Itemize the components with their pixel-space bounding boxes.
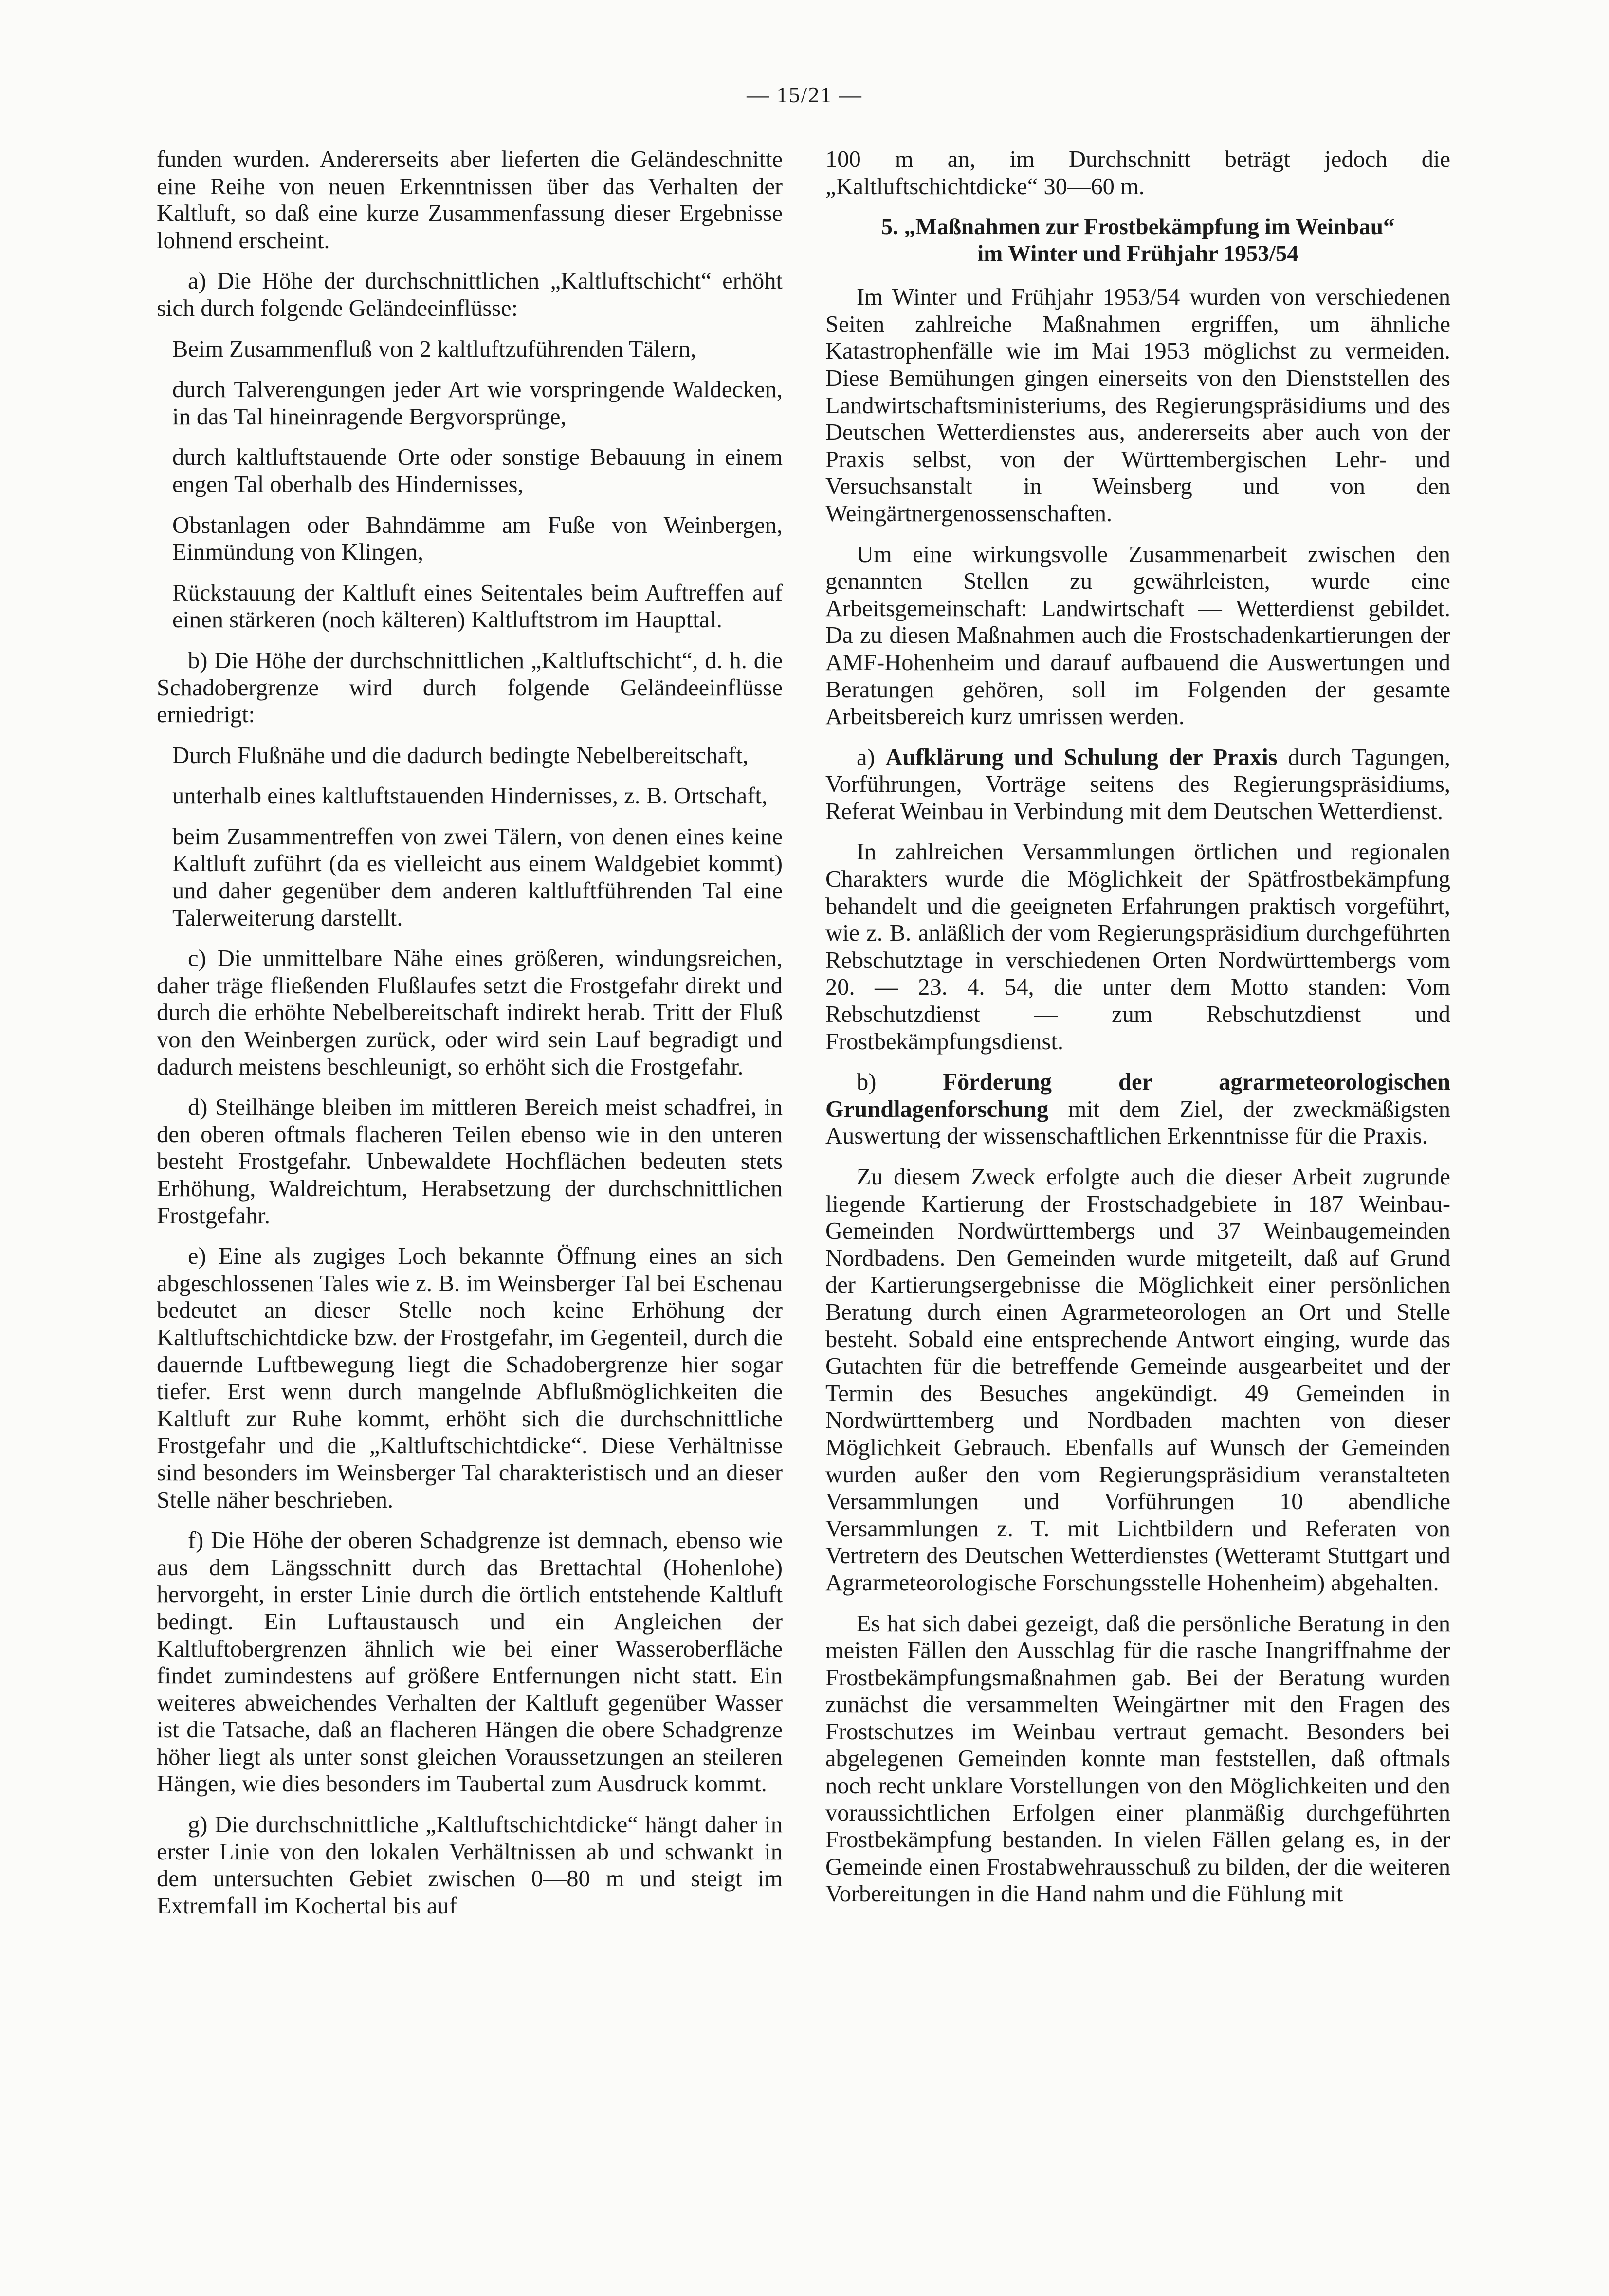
paragraph-b-research: [825, 1069, 1450, 1150]
paragraph-b-intro: b) Die Höhe der durchschnittlichen „Kaltluftschicht“, d. h. die Schadobergrenze wird durch folgende Geländeeinflüsse erniedrigt:: [157, 647, 783, 728]
paragraph-e: e) Eine als zugiges Loch bekannte Öffnung eines an sich abgeschlossenen Tales wie z. B. im Weinsberger Tal bei Eschenau bedeutet an dieser Stelle noch keine Erhöhung der Kaltluftschichtdicke bzw. der Frostgefahr, im Gegenteil, durch die dauernde Luftbewegung liegt die Schadobergrenze hier sogar tiefer. Erst wenn durch mangelnde Abflußmöglichkeiten die Kaltluft zur Ruhe kommt, erhöht sich die durchschnittliche Frostgefahr und die „Kaltluftschichtdicke“. Diese Verhältnisse sind besonders im Weinsberger Tal charakteristisch und an dieser Stelle näher beschrieben.: [157, 1243, 783, 1513]
paragraph-d: d) Steilhänge bleiben im mittleren Bereich meist schadfrei, in den oberen oftmals flacheren Teilen ebenso wie in den unteren besteht Frostgefahr. Unbewaldete Hochflächen bedeuten stets Erhöhung, Waldreichtum, Herabsetzung der durchschnittlichen Frostgefahr.: [157, 1094, 783, 1229]
paragraph-f: f) Die Höhe der oberen Schadgrenze ist demnach, ebenso wie aus dem Längsschnitt durch das Brettachtal (Hohenlohe) hervorgeht, in erster Linie durch die örtlich entstehende Kaltluft bedingt. Ein Luftaustausch und ein Angleichen der Kaltluftobergrenzen ähnlich wie bei einer Wasseroberfläche findet zumindestens auf größere Entfernungen nicht statt. Ein weiteres abweichendes Verhalten der Kaltluft gegenüber Wasser ist die Tatsache, daß an flacheren Hängen die obere Schadgrenze höher liegt als unter sonst gleichen Voraussetzungen an steileren Hängen, wie dies besonders im Taubertal zum Ausdruck kommt.: [157, 1528, 783, 1797]
paragraph-cooperation: Um eine wirkungsvolle Zusammenarbeit zwischen den genannten Stellen zu gewährleisten, wurde eine Arbeitsgemeinschaft: Landwirtschaft — Wetterdienst gebildet. Da zu diesen Maßnahmen auch die Frostschadenkartierungen der AMF-Hohenheim und darauf aufbauend die Auswertungen und Beratungen gehören, soll im Folgenden der gesamte Arbeitsbereich kurz umrissen werden.: [825, 541, 1450, 730]
item-a-text: durch Tagungen, Vorführungen, Vorträge seitens des Regierungspräsidiums, Referat Weinbau in Verbindung mit dem Deutschen Wetterdienst.: [825, 744, 1451, 824]
list-item-b2: unterhalb eines kaltluftstauenden Hindernisses, z. B. Ortschaft,: [172, 783, 768, 809]
paragraph-a-training: [825, 744, 1450, 825]
list-item-a5: Rückstauung der Kaltluft eines Seitentales beim Auftreffen auf einen stärkeren (noch kälteren) Kaltluftstrom im Haupttal.: [172, 580, 783, 633]
paragraph-a-intro: a) Die Höhe der durchschnittlichen „Kaltluftschicht“ erhöht sich durch folgende Geländeeinflüsse:: [157, 268, 783, 321]
paragraph-mapping: Zu diesem Zweck erfolgte auch die dieser Arbeit zugrunde liegende Kartierung der Frostschadgebiete in 187 Weinbau-Gemeinden Nordwürttembergs und 37 Weinbaugemeinden Nordbadens. Den Gemeinden wurde mitgeteilt, daß auf Grund der Kartierungsergebnisse die Möglichkeit einer persönlichen Beratung durch einen Agrarmeteorologen an Ort und Stelle besteht. Sobald eine entsprechende Antwort einging, wurde das Gutachten für die betreffende Gemeinde ausgearbeitet und der Termin des Besuches angekündigt. 49 Gemeinden in Nordwürttemberg und Nordbaden machten von dieser Möglichkeit Gebrauch. Ebenfalls auf Wunsch der Gemeinden wurden außer den vom Regierungspräsidium veranstalteten Versammlungen und Vorführungen 10 abendliche Versammlungen z. T. mit Lichtbildern und Referaten von Vertretern des Deutschen Wetterdienstes (Wetteramt Stuttgart und Agrarmeteorologische Forschungsstelle Hohenheim) abgehalten.: [825, 1164, 1450, 1596]
paragraph-consulting: Es hat sich dabei gezeigt, daß die persönliche Beratung in den meisten Fällen den Ausschlag für die rasche Inangriffnahme der Frostbekämpfungsmaßnahmen gab. Bei der Beratung wurden zunächst die versammelten Weingärtner mit den Fragen des Frostschutzes im Weinbau vertraut gemacht. Besonders bei abgelegenen Gemeinden konnte man feststellen, daß oftmals noch recht unklare Vorstellungen von den Möglichkeiten und den voraussichtlichen Erfolgen einer planmäßig durchgeführten Frostbekämpfung bestanden. In vielen Fällen gelang es, in der Gemeinde einen Frostabwehrausschuß zu bilden, der die weiteren Vorbereitungen in die Hand nahm und die Fühlung mit: [825, 1610, 1450, 1907]
page-number: — 15/21 —: [747, 82, 862, 107]
paragraph-measures-intro: Im Winter und Frühjahr 1953/54 wurden von verschiedenen Seiten zahlreiche Maßnahmen ergriffen, um ähnliche Katastrophenfälle wie im Mai 1953 möglichst zu vermeiden. Diese Bemühungen gingen einerseits von den Dienststellen des Landwirtschaftsministeriums, des Regierungspräsidiums und des Deutschen Wetterdienstes aus, andererseits aber auch von der Praxis selbst, von der Württembergischen Lehr- und Versuchsanstalt in Weinsberg und von den Weingärtnergenossenschaften.: [825, 284, 1450, 527]
left-column: [157, 146, 783, 1933]
list-item-a4: Obstanlagen oder Bahndämme am Fuße von Weinbergen, Einmündung von Klingen,: [172, 512, 783, 565]
paragraph-g: g) Die durchschnittliche „Kaltluftschichtdicke“ hängt daher in erster Linie von den lokalen Verhältnissen ab und schwankt in dem untersuchten Gebiet zwischen 0—80 m und steigt im Extremfall im Kochertal bis auf: [157, 1812, 783, 1919]
list-item-a3: durch kaltluftstauende Orte oder sonstige Bebauung in einem engen Tal oberhalb des Hindernisses,: [172, 444, 783, 497]
section-heading: [825, 214, 1450, 267]
right-column: [825, 146, 1450, 1921]
list-item-b3: beim Zusammentreffen von zwei Tälern, von denen eines keine Kaltluft zuführt (da es vielleicht aus einem Waldgebiet kommt) und daher gegenüber dem anderen kaltluftführenden Tal eine Talerweiterung darstellt.: [172, 823, 783, 931]
paragraph-meetings: In zahlreichen Versammlungen örtlichen und regionalen Charakters wurde die Möglichkeit der Spätfrostbekämpfung behandelt und die geeigneten Erfahrungen praktisch vorgeführt, wie z. B. anläßlich der vom Regierungspräsidium durchgeführten Rebschutztage in verschiedenen Orten Nordwürttembergs vom 20. — 23. 4. 54, die unter dem Motto standen: Vom Rebschutzdienst — zum Rebschutzdienst und Frostbekämpfungsdienst.: [825, 839, 1450, 1055]
paragraph-continuation: 100 m an, im Durchschnitt beträgt jedoch die „Kaltluftschichtdicke“ 30—60 m.: [825, 146, 1450, 200]
item-a-label: a): [857, 744, 875, 770]
list-item-a1: Beim Zusammenfluß von 2 kaltluftzuführenden Tälern,: [172, 336, 696, 362]
list-item-a2: durch Talverengungen jeder Art wie vorspringende Waldecken, in das Tal hineinragende Bergvorsprünge,: [172, 377, 783, 430]
section-heading-line1: 5. „Maßnahmen zur Frostbekämpfung im Weinbau“: [881, 214, 1395, 240]
section-heading-line2: im Winter und Frühjahr 1953/54: [977, 241, 1298, 267]
item-b-text: mit dem Ziel, der zweckmäßigsten Auswertung der wissenschaftlichen Erkenntnisse für die Praxis.: [825, 1096, 1451, 1149]
paragraph-intro: funden wurden. Andererseits aber lieferten die Geländeschnitte eine Reihe von neuen Erkenntnissen über das Verhalten der Kaltluft, so daß eine kurze Zusammenfassung dieser Ergebnisse lohnend erscheint.: [157, 146, 783, 254]
item-a-title: Aufklärung und Schulung der Praxis: [885, 744, 1278, 770]
item-b-title: Förderung der agrarmeteorologischen Grundlagenforschung: [825, 1069, 1450, 1122]
list-item-b1: Durch Flußnähe und die dadurch bedingte Nebelbereitschaft,: [172, 742, 749, 768]
item-b-label: b): [857, 1069, 877, 1095]
paragraph-c: c) Die unmittelbare Nähe eines größeren, windungsreichen, daher träge fließenden Flußlaufes setzt die Frostgefahr direkt und durch die erhöhte Nebelbereitschaft indirekt herab. Tritt der Fluß von den Weinbergen zurück, oder wird sein Lauf begradigt und dadurch meistens beschleunigt, so erhöht sich die Frostgefahr.: [157, 946, 783, 1080]
